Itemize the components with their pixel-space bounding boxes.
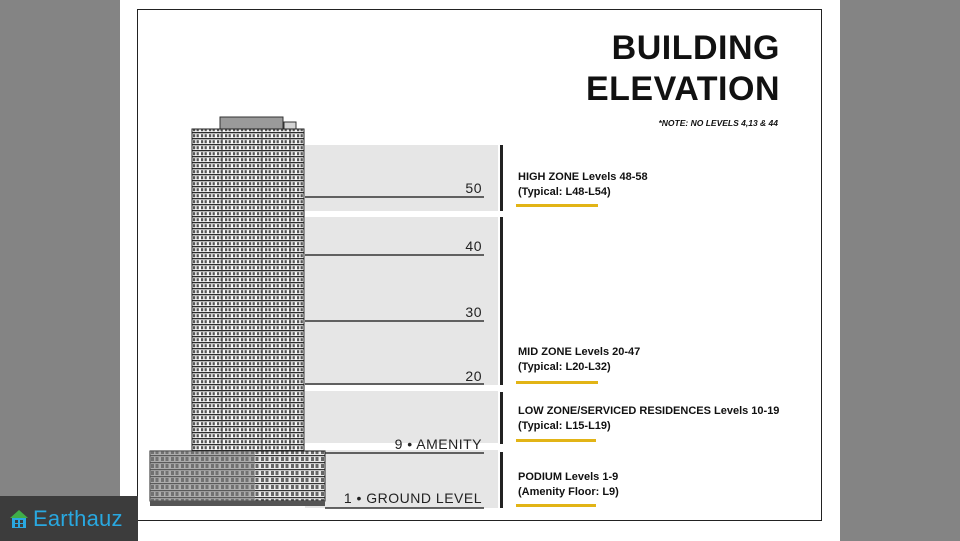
- mid-zone-typical: (Typical: L20-L32): [518, 361, 611, 373]
- level-50-label: 50: [465, 180, 482, 196]
- title-line-2: ELEVATION: [585, 70, 780, 108]
- mid-zone-underline: [516, 381, 598, 384]
- ground-level-label: 1 • GROUND LEVEL: [343, 490, 482, 506]
- levels-note: *NOTE: NO LEVELS 4,13 & 44: [658, 118, 778, 128]
- mid-zone-separator: [500, 217, 503, 385]
- level-20-label: 20: [465, 368, 482, 384]
- amenity-level-label: 9 • AMENITY: [394, 436, 482, 452]
- podium-typical: (Amenity Floor: L9): [518, 486, 619, 498]
- mid-zone-name: MID ZONE Levels 20-47: [518, 346, 641, 358]
- high-zone-band: [305, 145, 498, 211]
- mid-zone-label: [518, 345, 640, 375]
- low-zone-label: [518, 404, 779, 434]
- podium-label: [518, 470, 619, 500]
- high-zone-label: [518, 170, 648, 200]
- level-30-label: 30: [465, 304, 482, 320]
- podium-underline: [516, 504, 596, 507]
- podium-name: PODIUM Levels 1-9: [518, 471, 619, 483]
- logo-text: Earthauz: [33, 505, 123, 531]
- low-zone-separator: [500, 392, 503, 444]
- earthauz-logo: [0, 496, 138, 541]
- podium-separator: [500, 452, 503, 508]
- low-zone-underline: [516, 439, 596, 442]
- high-zone-typical: (Typical: L48-L54): [518, 186, 611, 198]
- low-zone-name: LOW ZONE/SERVICED RESIDENCES Levels 10-19: [518, 405, 780, 417]
- high-zone-separator: [500, 145, 503, 211]
- low-zone-typical: (Typical: L15-L19): [518, 420, 611, 432]
- title-line-1: BUILDING: [611, 29, 780, 67]
- high-zone-underline: [516, 204, 598, 207]
- house-logo-icon: [9, 509, 29, 529]
- diagram-title: [520, 28, 780, 110]
- high-zone-name: HIGH ZONE Levels 48-58: [518, 171, 648, 183]
- podium-block: [150, 451, 325, 506]
- tower: [192, 117, 304, 451]
- level-40-label: 40: [465, 238, 482, 254]
